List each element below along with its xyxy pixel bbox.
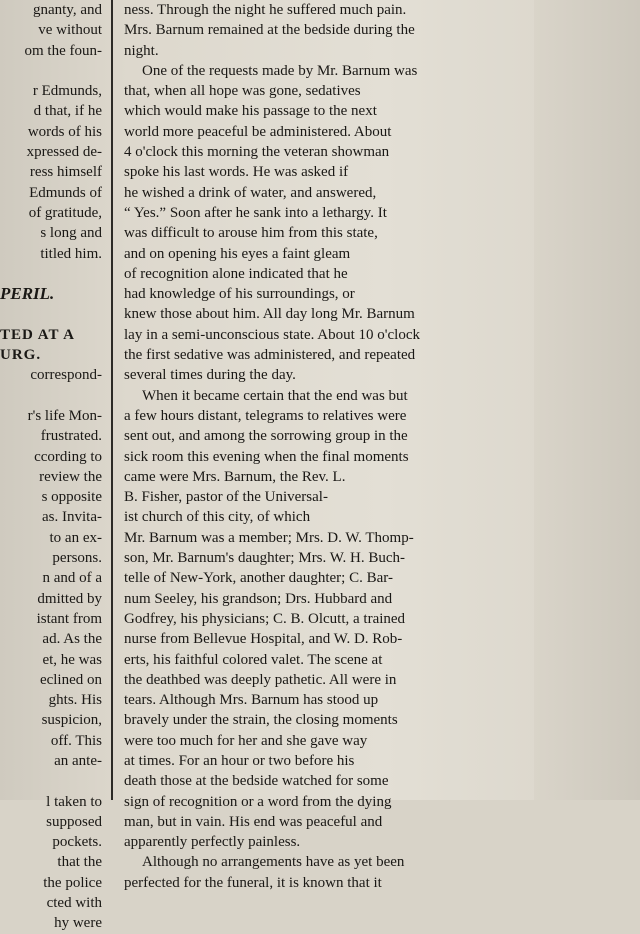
main-column	[114, 0, 534, 891]
article-line: telle of New-York, another daughter; C. Bar-	[124, 570, 393, 587]
column-rule	[111, 0, 113, 800]
article-line: night.	[124, 42, 159, 59]
left-column-line	[0, 61, 104, 81]
left-column	[0, 0, 104, 932]
left-column-line: hy were	[54, 915, 102, 932]
article-line: at times. For an hour or two before his	[124, 752, 355, 769]
left-column-line: eclined on	[39, 671, 102, 688]
article-line: apparently perfectly painless.	[124, 834, 301, 851]
article-line: of recognition alone indicated that he	[124, 265, 348, 282]
article-line: lay in a semi-unconscious state. About 10 o'clock	[124, 326, 420, 343]
article-line: several times during the day.	[124, 367, 296, 384]
article-line: ness. Through the night he suffered much pain.	[124, 2, 407, 18]
left-column-line: correspond-	[30, 367, 102, 384]
article-line: num Seeley, his grandson; Drs. Hubbard and	[124, 590, 393, 607]
left-column-line: an ante-	[54, 752, 102, 769]
left-column-line: et, he was	[42, 651, 102, 668]
left-column-line: l taken to	[46, 793, 102, 810]
article-line: knew those about him. All day long Mr. Barnum	[124, 306, 415, 323]
left-column-line: om the foun-	[24, 42, 102, 59]
left-column-line: dmitted by	[37, 590, 102, 607]
left-column-line: words of his	[27, 123, 102, 140]
left-column-line: review the	[39, 468, 102, 485]
article-line: nurse from Bellevue Hospital, and W. D. Rob-	[124, 631, 403, 648]
left-column-line: of gratitude,	[28, 204, 102, 221]
article-line: One of the requests made by Mr. Barnum was	[142, 62, 418, 79]
article-line: were too much for her and she gave way	[124, 732, 368, 749]
left-column-line: r Edmunds,	[32, 83, 102, 100]
article-line: a few hours distant, telegrams to relatives were	[124, 407, 407, 424]
article-line: Mrs. Barnum remained at the bedside during the	[124, 22, 415, 39]
article-line: son, Mr. Barnum's daughter; Mrs. W. H. Buch-	[124, 550, 406, 567]
article-line: he wished a drink of water, and answered,	[124, 184, 377, 201]
article-line: which would make his passage to the next	[124, 103, 377, 120]
article-line: Although no arrangements have as yet been	[142, 854, 405, 871]
left-column-line: istant from	[36, 610, 102, 627]
left-column-line: frustrated.	[40, 428, 102, 445]
article-line: Godfrey, his physicians; C. B. Olcutt, a trained	[124, 610, 406, 627]
left-column-line: xpressed de-	[26, 144, 102, 161]
left-column-line: s opposite	[41, 489, 102, 506]
article-line: tears. Although Mrs. Barnum has stood up	[124, 692, 379, 709]
left-column-line: TED AT A	[0, 326, 75, 343]
left-column-line: supposed	[46, 813, 102, 830]
left-column-line: URG.	[0, 347, 42, 364]
article-line: When it became certain that the end was but	[142, 387, 408, 404]
left-column-line: PERIL.	[0, 284, 55, 304]
article-line: that, when all hope was gone, sedatives	[124, 83, 361, 100]
left-column-line	[0, 304, 104, 324]
article-line: and on opening his eyes a faint gleam	[124, 245, 351, 262]
article-line: sick room this evening when the final moments	[124, 448, 409, 465]
article-line: Mr. Barnum was a member; Mrs. D. W. Thomp-	[124, 529, 414, 546]
article-line: death those at the bedside watched for some	[124, 773, 389, 790]
left-column-line: d that, if he	[33, 103, 102, 120]
left-column-line: as. Invita-	[42, 509, 102, 526]
article-line: the first sedative was administered, and repeated	[124, 347, 416, 364]
article-line: 4 o'clock this morning the veteran showman	[124, 144, 390, 161]
left-column-line: ghts. His	[48, 692, 102, 709]
article-line: had knowledge of his surroundings, or	[124, 286, 355, 303]
article-line: ist church of this city, of which	[124, 509, 311, 526]
article-line: world more peaceful be administered. About	[124, 123, 392, 140]
left-column-line	[0, 771, 104, 791]
article-line: sign of recognition or a word from the dying	[124, 793, 392, 810]
left-column-line	[0, 386, 104, 406]
left-column-line: ve without	[38, 22, 102, 39]
article-line: spoke his last words. He was asked if	[124, 164, 349, 181]
left-column-line: titled him.	[40, 245, 102, 262]
left-column-line: gnanty, and	[32, 2, 102, 18]
article-line: sent out, and among the sorrowing group in the	[124, 428, 408, 445]
left-column-line: suspicion,	[41, 712, 102, 729]
left-column-line: pockets.	[52, 834, 102, 851]
article-line: B. Fisher, pastor of the Universal-	[124, 489, 328, 506]
left-column-line: r's life Mon-	[27, 407, 102, 424]
left-column-line: ress himself	[29, 164, 102, 181]
left-column-line: off. This	[50, 732, 102, 749]
left-column-line: Edmunds of	[29, 184, 102, 201]
left-column-line: the police	[43, 874, 102, 891]
left-column-line: s long and	[40, 225, 102, 242]
article-line: the deathbed was deeply pathetic. All were in	[124, 671, 397, 688]
article-line: perfected for the funeral, it is known that it	[124, 874, 382, 891]
left-column-line: to an ex-	[49, 529, 102, 546]
article-line: erts, his faithful colored valet. The scene at	[124, 651, 383, 668]
left-column-line: ad. As the	[42, 631, 102, 648]
left-column-line: ccording to	[34, 448, 102, 465]
left-column-line: persons.	[52, 550, 102, 567]
article-line: was difficult to arouse him from this state,	[124, 225, 378, 242]
article-line: bravely under the strain, the closing moments	[124, 712, 398, 729]
left-column-line: that the	[57, 854, 102, 871]
article-line: man, but in vain. His end was peaceful and	[124, 813, 383, 830]
article-line: “ Yes.” Soon after he sank into a lethargy. It	[124, 204, 387, 221]
left-column-line	[0, 264, 104, 284]
left-column-line: n and of a	[42, 570, 102, 587]
article-line: came were Mrs. Barnum, the Rev. L.	[124, 468, 346, 485]
left-column-line: cted with	[46, 895, 102, 912]
page-margin	[534, 0, 640, 800]
